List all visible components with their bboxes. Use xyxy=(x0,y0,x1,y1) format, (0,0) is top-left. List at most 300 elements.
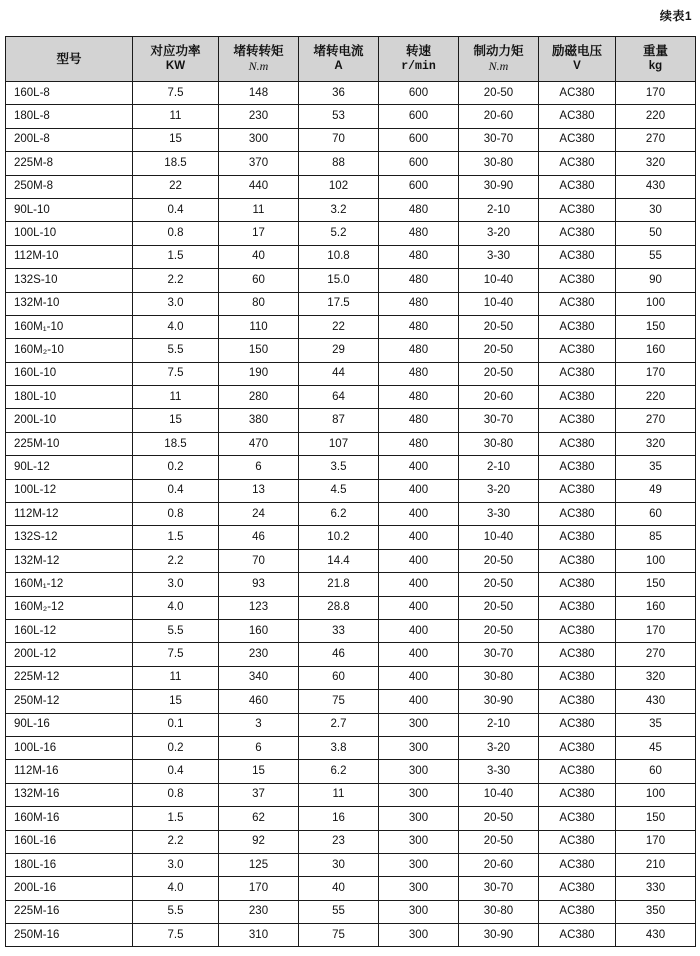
cell-excitation-voltage: AC380 xyxy=(539,736,616,759)
cell-brake-torque: 20-50 xyxy=(459,339,539,362)
cell-locked-torque: 62 xyxy=(219,807,299,830)
header-weight xyxy=(616,37,696,82)
table-row xyxy=(6,386,696,409)
table-row xyxy=(6,105,696,128)
cell-speed: 400 xyxy=(379,643,459,666)
cell-weight: 35 xyxy=(616,713,696,736)
cell-model: 225M-16 xyxy=(6,900,133,923)
cell-speed: 480 xyxy=(379,386,459,409)
cell-model: 180L-16 xyxy=(6,853,133,876)
cell-model: 200L-8 xyxy=(6,128,133,151)
cell-model: 200L-16 xyxy=(6,877,133,900)
cell-power: 15 xyxy=(133,128,219,151)
cell-brake-torque: 10-40 xyxy=(459,292,539,315)
cell-excitation-voltage: AC380 xyxy=(539,409,616,432)
cell-excitation-voltage: AC380 xyxy=(539,924,616,947)
cell-excitation-voltage: AC380 xyxy=(539,222,616,245)
cell-excitation-voltage: AC380 xyxy=(539,479,616,502)
cell-brake-torque: 30-70 xyxy=(459,643,539,666)
cell-brake-torque: 10-40 xyxy=(459,526,539,549)
header-excitation-voltage-label: 励磁电压 xyxy=(551,44,602,58)
cell-speed: 400 xyxy=(379,666,459,689)
cell-brake-torque: 20-50 xyxy=(459,549,539,572)
cell-locked-current: 15.0 xyxy=(299,269,379,292)
cell-brake-torque: 20-50 xyxy=(459,362,539,385)
cell-model: 90L-12 xyxy=(6,456,133,479)
cell-weight: 170 xyxy=(616,830,696,853)
cell-locked-torque: 310 xyxy=(219,924,299,947)
cell-power: 11 xyxy=(133,666,219,689)
cell-locked-torque: 6 xyxy=(219,736,299,759)
cell-excitation-voltage: AC380 xyxy=(539,643,616,666)
cell-excitation-voltage: AC380 xyxy=(539,82,616,105)
cell-excitation-voltage: AC380 xyxy=(539,315,616,338)
cell-model: 160L-16 xyxy=(6,830,133,853)
cell-speed: 300 xyxy=(379,736,459,759)
cell-weight: 100 xyxy=(616,783,696,806)
cell-locked-torque: 93 xyxy=(219,573,299,596)
cell-excitation-voltage: AC380 xyxy=(539,292,616,315)
cell-locked-torque: 92 xyxy=(219,830,299,853)
cell-excitation-voltage: AC380 xyxy=(539,853,616,876)
cell-weight: 35 xyxy=(616,456,696,479)
cell-speed: 480 xyxy=(379,292,459,315)
cell-locked-current: 33 xyxy=(299,619,379,642)
table-row xyxy=(6,315,696,338)
cell-weight: 170 xyxy=(616,82,696,105)
cell-power: 11 xyxy=(133,386,219,409)
cell-locked-current: 46 xyxy=(299,643,379,666)
cell-brake-torque: 3-20 xyxy=(459,222,539,245)
cell-excitation-voltage: AC380 xyxy=(539,362,616,385)
cell-model: 250M-12 xyxy=(6,690,133,713)
cell-brake-torque: 30-90 xyxy=(459,924,539,947)
cell-brake-torque: 10-40 xyxy=(459,783,539,806)
cell-power: 2.2 xyxy=(133,549,219,572)
cell-brake-torque: 30-80 xyxy=(459,900,539,923)
cell-power: 11 xyxy=(133,105,219,128)
cell-excitation-voltage: AC380 xyxy=(539,526,616,549)
cell-speed: 480 xyxy=(379,362,459,385)
cell-locked-current: 55 xyxy=(299,900,379,923)
cell-locked-current: 10.8 xyxy=(299,245,379,268)
cell-locked-current: 28.8 xyxy=(299,596,379,619)
cell-speed: 300 xyxy=(379,807,459,830)
cell-model: 100L-10 xyxy=(6,222,133,245)
cell-power: 1.5 xyxy=(133,807,219,830)
cell-power: 0.8 xyxy=(133,222,219,245)
cell-weight: 60 xyxy=(616,760,696,783)
cell-model: 132M-12 xyxy=(6,549,133,572)
cell-power: 5.5 xyxy=(133,339,219,362)
cell-brake-torque: 2-10 xyxy=(459,456,539,479)
cell-weight: 100 xyxy=(616,549,696,572)
cell-brake-torque: 30-90 xyxy=(459,690,539,713)
cell-locked-torque: 40 xyxy=(219,245,299,268)
cell-weight: 49 xyxy=(616,479,696,502)
cell-excitation-voltage: AC380 xyxy=(539,456,616,479)
cell-power: 3.0 xyxy=(133,853,219,876)
cell-locked-current: 23 xyxy=(299,830,379,853)
cell-speed: 400 xyxy=(379,690,459,713)
cell-brake-torque: 20-60 xyxy=(459,386,539,409)
cell-brake-torque: 2-10 xyxy=(459,198,539,221)
cell-model: 132S-10 xyxy=(6,269,133,292)
cell-power: 2.2 xyxy=(133,830,219,853)
cell-locked-torque: 150 xyxy=(219,339,299,362)
header-excitation-voltage xyxy=(539,37,616,82)
table-row xyxy=(6,82,696,105)
cell-weight: 150 xyxy=(616,573,696,596)
cell-locked-current: 2.7 xyxy=(299,713,379,736)
cell-locked-torque: 280 xyxy=(219,386,299,409)
header-speed xyxy=(379,37,459,82)
table-row xyxy=(6,245,696,268)
cell-model: 90L-16 xyxy=(6,713,133,736)
cell-model: 132M-16 xyxy=(6,783,133,806)
cell-power: 0.8 xyxy=(133,503,219,526)
header-row xyxy=(6,37,696,82)
cell-excitation-voltage: AC380 xyxy=(539,807,616,830)
cell-locked-current: 3.5 xyxy=(299,456,379,479)
cell-weight: 160 xyxy=(616,596,696,619)
cell-excitation-voltage: AC380 xyxy=(539,666,616,689)
cell-speed: 400 xyxy=(379,479,459,502)
cell-weight: 320 xyxy=(616,666,696,689)
cell-locked-current: 87 xyxy=(299,409,379,432)
cell-weight: 270 xyxy=(616,409,696,432)
cell-brake-torque: 20-60 xyxy=(459,105,539,128)
cell-locked-current: 107 xyxy=(299,432,379,455)
table-row xyxy=(6,853,696,876)
table-row xyxy=(6,339,696,362)
cell-brake-torque: 3-20 xyxy=(459,736,539,759)
cell-locked-torque: 80 xyxy=(219,292,299,315)
cell-power: 18.5 xyxy=(133,432,219,455)
table-row xyxy=(6,596,696,619)
header-power xyxy=(133,37,219,82)
cell-locked-torque: 125 xyxy=(219,853,299,876)
cell-weight: 430 xyxy=(616,175,696,198)
cell-brake-torque: 20-50 xyxy=(459,315,539,338)
cell-speed: 480 xyxy=(379,222,459,245)
cell-excitation-voltage: AC380 xyxy=(539,198,616,221)
table-row xyxy=(6,198,696,221)
cell-locked-current: 6.2 xyxy=(299,503,379,526)
cell-speed: 400 xyxy=(379,526,459,549)
cell-brake-torque: 20-50 xyxy=(459,596,539,619)
cell-speed: 300 xyxy=(379,877,459,900)
cell-brake-torque: 20-50 xyxy=(459,82,539,105)
cell-power: 7.5 xyxy=(133,643,219,666)
header-locked-torque-unit: N.m xyxy=(248,59,269,73)
cell-locked-current: 29 xyxy=(299,339,379,362)
cell-excitation-voltage: AC380 xyxy=(539,245,616,268)
cell-power: 4.0 xyxy=(133,596,219,619)
cell-weight: 210 xyxy=(616,853,696,876)
cell-weight: 85 xyxy=(616,526,696,549)
table-row xyxy=(6,152,696,175)
cell-weight: 45 xyxy=(616,736,696,759)
cell-brake-torque: 2-10 xyxy=(459,713,539,736)
cell-speed: 300 xyxy=(379,900,459,923)
cell-power: 0.4 xyxy=(133,760,219,783)
cell-power: 0.4 xyxy=(133,479,219,502)
cell-locked-torque: 15 xyxy=(219,760,299,783)
header-brake-torque xyxy=(459,37,539,82)
cell-speed: 480 xyxy=(379,432,459,455)
cell-power: 4.0 xyxy=(133,315,219,338)
cell-model: 200L-10 xyxy=(6,409,133,432)
cell-locked-torque: 148 xyxy=(219,82,299,105)
cell-power: 5.5 xyxy=(133,619,219,642)
cell-locked-torque: 24 xyxy=(219,503,299,526)
cell-locked-torque: 70 xyxy=(219,549,299,572)
cell-locked-current: 70 xyxy=(299,128,379,151)
cell-locked-current: 22 xyxy=(299,315,379,338)
cell-model: 160M₁-12 xyxy=(6,573,133,596)
cell-power: 0.2 xyxy=(133,736,219,759)
table-row xyxy=(6,830,696,853)
cell-excitation-voltage: AC380 xyxy=(539,432,616,455)
cell-brake-torque: 3-30 xyxy=(459,503,539,526)
table-row xyxy=(6,877,696,900)
cell-speed: 300 xyxy=(379,924,459,947)
cell-model: 180L-10 xyxy=(6,386,133,409)
cell-model: 250M-16 xyxy=(6,924,133,947)
cell-brake-torque: 20-50 xyxy=(459,830,539,853)
cell-weight: 50 xyxy=(616,222,696,245)
table-row xyxy=(6,713,696,736)
table-row xyxy=(6,222,696,245)
cell-locked-torque: 230 xyxy=(219,643,299,666)
cell-power: 0.4 xyxy=(133,198,219,221)
table-row xyxy=(6,269,696,292)
cell-speed: 400 xyxy=(379,549,459,572)
cell-locked-current: 30 xyxy=(299,853,379,876)
cell-weight: 330 xyxy=(616,877,696,900)
cell-weight: 430 xyxy=(616,690,696,713)
cell-model: 160M₁-10 xyxy=(6,315,133,338)
cell-speed: 600 xyxy=(379,128,459,151)
header-brake-torque-unit: N.m xyxy=(488,59,509,73)
cell-locked-current: 40 xyxy=(299,877,379,900)
cell-model: 160L-12 xyxy=(6,619,133,642)
cell-weight: 220 xyxy=(616,386,696,409)
cell-excitation-voltage: AC380 xyxy=(539,269,616,292)
cell-model: 180L-8 xyxy=(6,105,133,128)
cell-excitation-voltage: AC380 xyxy=(539,175,616,198)
cell-speed: 600 xyxy=(379,152,459,175)
cell-brake-torque: 30-80 xyxy=(459,432,539,455)
cell-locked-torque: 380 xyxy=(219,409,299,432)
cell-excitation-voltage: AC380 xyxy=(539,339,616,362)
table-row xyxy=(6,573,696,596)
cell-locked-current: 21.8 xyxy=(299,573,379,596)
cell-model: 160M₂-12 xyxy=(6,596,133,619)
cell-power: 18.5 xyxy=(133,152,219,175)
cell-brake-torque: 20-60 xyxy=(459,853,539,876)
table-row xyxy=(6,760,696,783)
cell-locked-torque: 46 xyxy=(219,526,299,549)
header-locked-current xyxy=(299,37,379,82)
cell-speed: 480 xyxy=(379,409,459,432)
cell-weight: 150 xyxy=(616,315,696,338)
cell-model: 90L-10 xyxy=(6,198,133,221)
cell-excitation-voltage: AC380 xyxy=(539,503,616,526)
table-row xyxy=(6,479,696,502)
header-locked-current-label: 堵转电流 xyxy=(313,44,364,58)
cell-model: 112M-10 xyxy=(6,245,133,268)
cell-speed: 400 xyxy=(379,503,459,526)
cell-speed: 300 xyxy=(379,783,459,806)
cell-model: 225M-10 xyxy=(6,432,133,455)
cell-brake-torque: 30-70 xyxy=(459,409,539,432)
cell-model: 100L-12 xyxy=(6,479,133,502)
cell-locked-torque: 170 xyxy=(219,877,299,900)
cell-power: 1.5 xyxy=(133,245,219,268)
table-row xyxy=(6,924,696,947)
cell-speed: 480 xyxy=(379,339,459,362)
cell-power: 3.0 xyxy=(133,292,219,315)
table-row xyxy=(6,666,696,689)
header-locked-current-unit: A xyxy=(334,60,343,72)
cell-excitation-voltage: AC380 xyxy=(539,386,616,409)
table-row xyxy=(6,409,696,432)
cell-locked-current: 5.2 xyxy=(299,222,379,245)
cell-locked-current: 53 xyxy=(299,105,379,128)
table-row xyxy=(6,175,696,198)
cell-weight: 60 xyxy=(616,503,696,526)
cell-brake-torque: 3-30 xyxy=(459,760,539,783)
cell-excitation-voltage: AC380 xyxy=(539,900,616,923)
cell-locked-current: 75 xyxy=(299,924,379,947)
cell-brake-torque: 30-80 xyxy=(459,152,539,175)
cell-power: 0.8 xyxy=(133,783,219,806)
cell-weight: 100 xyxy=(616,292,696,315)
cell-locked-current: 36 xyxy=(299,82,379,105)
table-body xyxy=(6,82,696,947)
header-locked-torque xyxy=(219,37,299,82)
cell-power: 22 xyxy=(133,175,219,198)
cell-excitation-voltage: AC380 xyxy=(539,596,616,619)
header-model-label: 型号 xyxy=(56,51,82,66)
table-row xyxy=(6,643,696,666)
table-row xyxy=(6,736,696,759)
cell-locked-current: 44 xyxy=(299,362,379,385)
cell-excitation-voltage: AC380 xyxy=(539,783,616,806)
continued-table-label: 续表1 xyxy=(659,9,692,23)
cell-speed: 300 xyxy=(379,760,459,783)
table-row xyxy=(6,128,696,151)
header-locked-torque-label: 堵转转矩 xyxy=(233,44,284,58)
cell-speed: 300 xyxy=(379,853,459,876)
header-speed-unit: r/min xyxy=(401,60,436,73)
table-row xyxy=(6,619,696,642)
cell-locked-current: 3.2 xyxy=(299,198,379,221)
cell-power: 7.5 xyxy=(133,362,219,385)
header-excitation-voltage-unit: V xyxy=(573,60,581,72)
motor-spec-table xyxy=(5,36,696,947)
cell-power: 7.5 xyxy=(133,924,219,947)
cell-brake-torque: 3-30 xyxy=(459,245,539,268)
cell-speed: 400 xyxy=(379,573,459,596)
cell-speed: 480 xyxy=(379,315,459,338)
cell-excitation-voltage: AC380 xyxy=(539,877,616,900)
header-power-label: 对应功率 xyxy=(150,44,201,58)
cell-power: 15 xyxy=(133,690,219,713)
cell-model: 160L-8 xyxy=(6,82,133,105)
cell-speed: 480 xyxy=(379,269,459,292)
cell-brake-torque: 20-50 xyxy=(459,619,539,642)
cell-brake-torque: 30-70 xyxy=(459,128,539,151)
header-speed-label: 转速 xyxy=(405,44,431,58)
cell-power: 1.5 xyxy=(133,526,219,549)
header-weight-unit: kg xyxy=(648,60,663,72)
cell-locked-torque: 17 xyxy=(219,222,299,245)
cell-model: 225M-12 xyxy=(6,666,133,689)
cell-excitation-voltage: AC380 xyxy=(539,690,616,713)
cell-locked-torque: 13 xyxy=(219,479,299,502)
cell-locked-current: 6.2 xyxy=(299,760,379,783)
cell-locked-torque: 300 xyxy=(219,128,299,151)
cell-model: 160M-16 xyxy=(6,807,133,830)
cell-locked-current: 102 xyxy=(299,175,379,198)
cell-power: 0.1 xyxy=(133,713,219,736)
cell-weight: 90 xyxy=(616,269,696,292)
cell-brake-torque: 20-50 xyxy=(459,573,539,596)
cell-locked-current: 60 xyxy=(299,666,379,689)
cell-brake-torque: 20-50 xyxy=(459,807,539,830)
cell-excitation-voltage: AC380 xyxy=(539,830,616,853)
cell-brake-torque: 3-20 xyxy=(459,479,539,502)
table-row xyxy=(6,900,696,923)
cell-speed: 300 xyxy=(379,713,459,736)
cell-brake-torque: 30-80 xyxy=(459,666,539,689)
cell-power: 7.5 xyxy=(133,82,219,105)
cell-locked-torque: 230 xyxy=(219,105,299,128)
cell-locked-torque: 340 xyxy=(219,666,299,689)
cell-locked-torque: 6 xyxy=(219,456,299,479)
cell-locked-torque: 230 xyxy=(219,900,299,923)
cell-excitation-voltage: AC380 xyxy=(539,549,616,572)
cell-model: 225M-8 xyxy=(6,152,133,175)
cell-weight: 320 xyxy=(616,152,696,175)
cell-model: 112M-16 xyxy=(6,760,133,783)
cell-speed: 400 xyxy=(379,456,459,479)
cell-model: 100L-16 xyxy=(6,736,133,759)
cell-locked-current: 64 xyxy=(299,386,379,409)
cell-weight: 350 xyxy=(616,900,696,923)
cell-brake-torque: 10-40 xyxy=(459,269,539,292)
table-row xyxy=(6,432,696,455)
cell-locked-current: 14.4 xyxy=(299,549,379,572)
cell-model: 160M₂-10 xyxy=(6,339,133,362)
cell-locked-current: 75 xyxy=(299,690,379,713)
cell-locked-current: 17.5 xyxy=(299,292,379,315)
cell-locked-current: 11 xyxy=(299,783,379,806)
cell-model: 112M-12 xyxy=(6,503,133,526)
cell-excitation-voltage: AC380 xyxy=(539,573,616,596)
cell-weight: 170 xyxy=(616,362,696,385)
cell-model: 250M-8 xyxy=(6,175,133,198)
cell-speed: 600 xyxy=(379,105,459,128)
header-weight-label: 重量 xyxy=(642,44,668,58)
cell-excitation-voltage: AC380 xyxy=(539,713,616,736)
table-row xyxy=(6,503,696,526)
cell-locked-torque: 440 xyxy=(219,175,299,198)
cell-locked-torque: 123 xyxy=(219,596,299,619)
